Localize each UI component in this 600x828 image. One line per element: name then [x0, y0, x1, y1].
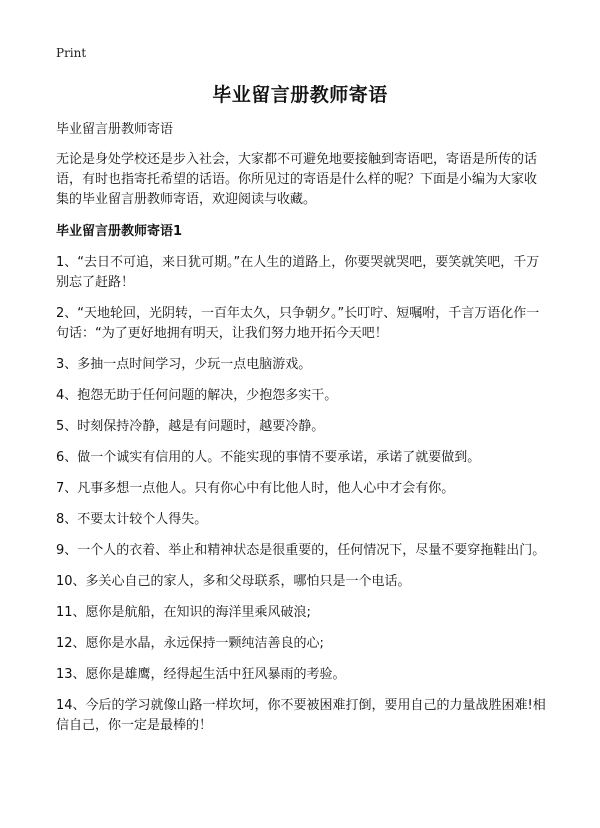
item-text: 多抽一点时间学习，少玩一点电脑游戏。	[77, 357, 312, 372]
item-text: 不要太计较个人得失。	[77, 512, 208, 527]
item-text: “天地轮回，光阴转，一百年太久，只争朝夕。”长叮咛、短嘱咐，千言万语化作一句话：“为了更好地拥有明天，让我们努力地开拓今天吧！	[56, 306, 540, 341]
item-number: 4、	[56, 388, 78, 403]
item-number: 7、	[56, 481, 78, 496]
item-text: 做一个诚实有信用的人。不能实现的事情不要承诺，承诺了就要做到。	[77, 450, 481, 465]
item-number: 10、	[56, 574, 86, 589]
list-item	[56, 304, 548, 344]
list-item	[56, 634, 548, 654]
item-number: 14、	[56, 698, 86, 713]
list-item	[56, 253, 548, 293]
list-item	[56, 665, 548, 685]
item-number: 1、	[56, 255, 78, 270]
list-item	[56, 417, 548, 437]
item-number: 13、	[56, 667, 86, 682]
subtitle: 毕业留言册教师寄语	[56, 122, 174, 137]
item-number: 6、	[56, 450, 78, 465]
list-item	[56, 603, 548, 623]
item-number: 3、	[56, 357, 78, 372]
item-number: 12、	[56, 636, 86, 651]
list-item	[56, 355, 548, 375]
item-text: 今后的学习就像山路一样坎坷，你不要被困难打倒，要用自己的力量战胜困难!相信自己，你一定是最棒的！	[56, 698, 546, 733]
list-item	[56, 479, 548, 499]
list-item	[56, 510, 548, 530]
item-text: 凡事多想一点他人。只有你心中有比他人时，他人心中才会有你。	[77, 481, 455, 496]
item-number: 11、	[56, 605, 86, 620]
document-body	[56, 120, 548, 747]
item-text: “去日不可追，来日犹可期。”在人生的道路上，你要哭就哭吧，要笑就笑吧，千万别忘了赶路！	[56, 255, 540, 290]
item-text: 抱怨无助于任何问题的解决，少抱怨多实干。	[77, 388, 338, 403]
item-number: 2、	[56, 306, 78, 321]
item-text: 时刻保持冷静，越是有问题时，越要冷静。	[77, 419, 325, 434]
list-item	[56, 541, 548, 561]
message-list	[56, 253, 548, 736]
list-item	[56, 696, 548, 736]
list-item	[56, 448, 548, 468]
item-text: 一个人的衣着、举止和精神状态是很重要的，任何情况下，尽量不要穿拖鞋出门。	[77, 543, 546, 558]
print-label[interactable]: Print	[56, 46, 87, 60]
item-number: 5、	[56, 419, 78, 434]
list-item	[56, 386, 548, 406]
list-item	[56, 572, 548, 592]
page-title: 毕业留言册教师寄语	[212, 84, 388, 106]
item-text: 愿你是水晶，永远保持一颗纯洁善良的心;	[85, 636, 324, 651]
section-heading: 毕业留言册教师寄语1	[56, 224, 183, 239]
item-number: 8、	[56, 512, 78, 527]
item-text: 多关心自己的家人，多和父母联系，哪怕只是一个电话。	[85, 574, 411, 589]
intro-paragraph: 无论是身处学校还是步入社会，大家都不可避免地要接触到寄语吧，寄语是所传的话语，有时也指寄托希望的话语。你所见过的寄语是什么样的呢？下面是小编为大家收集的毕业留言册教师寄语，欢迎阅读与收藏。	[56, 152, 538, 207]
item-text: 愿你是航船，在知识的海洋里乘风破浪;	[85, 605, 311, 620]
item-number: 9、	[56, 543, 78, 558]
item-text: 愿你是雄鹰，经得起生活中狂风暴雨的考验。	[85, 667, 346, 682]
